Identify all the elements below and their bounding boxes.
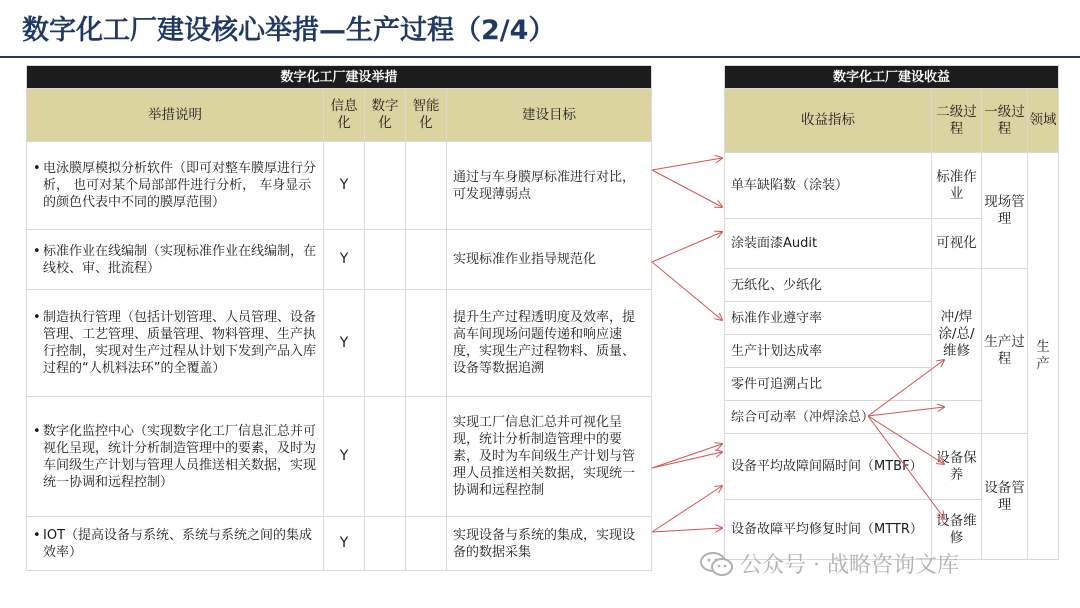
smart-flag: [406, 142, 447, 230]
chat-icon: [700, 551, 734, 577]
indicator-cell: 单车缺陷数（涂装）: [725, 153, 932, 219]
header-info: 信息化: [324, 89, 365, 142]
level1-cell: 设备管理: [982, 434, 1028, 560]
header-digital: 数字化: [365, 89, 406, 142]
header-domain: 领域: [1028, 89, 1059, 153]
info-flag: Y: [324, 142, 365, 230]
digital-flag: [365, 517, 406, 571]
arrow: [652, 452, 722, 468]
digital-flag: [365, 230, 406, 290]
goal-text: 实现工厂信息汇总并可视化呈现，统计分析制造管理中的要素，及时为车间级生产计划与管理人员推送相关数据，实现统一协调和远程控制: [447, 397, 652, 517]
info-flag: Y: [324, 290, 365, 397]
header-smart: 智能化: [406, 89, 447, 142]
arrow: [652, 262, 722, 320]
indicator-cell: 设备故障平均修复时间（MTTR）: [725, 500, 932, 560]
domain-cell: 生产: [1028, 153, 1059, 560]
smart-flag: [406, 290, 447, 397]
indicator-cell: 生产计划达成率: [725, 335, 932, 368]
level2-cell: 设备维修: [932, 500, 982, 560]
measure-text: 制造执行管理（包括计划管理、人员管理、设备管理、工艺管理、质量管理、物料管理、生产执行控制，实现对生产过程从计划下发到产品入库过程的“人机料法环”的全覆盖）: [43, 310, 317, 376]
page-title: 数字化工厂建设核心举措—生产过程（2/4）: [22, 15, 556, 46]
benefits-table-caption: 数字化工厂建设收益: [725, 66, 1059, 89]
table-row: • IOT（提高设备与系统、系统与系统之间的集成效率） Y 实现设备与系统的集成，实现设备的数据采集: [27, 517, 652, 571]
smart-flag: [406, 517, 447, 571]
measure-text: 标准作业在线编制（实现标准作业在线编制，在线校、审、批流程）: [43, 243, 317, 276]
table-row: • 制造执行管理（包括计划管理、人员管理、设备管理、工艺管理、质量管理、物料管理、生产执行控制，实现对生产过程从计划下发到产品入库过程的“人机料法环”的全覆盖） Y 提升生产过程透明度及效率，提高车间现场问题传递和响应速度，实现生产过程物料、质量、设备等数据追溯: [27, 290, 652, 397]
goal-text: 提升生产过程透明度及效率，提高车间现场问题传递和响应速度，实现生产过程物料、质量、设备等数据追溯: [447, 290, 652, 397]
indicator-cell: 标准作业遵守率: [725, 302, 932, 335]
level1-cell: 现场管理: [982, 153, 1028, 269]
level2-cell: 标准作业: [932, 153, 982, 219]
measure-text: 数字化监控中心（实现数字化工厂信息汇总并可视化呈现，统计分析制造管理中的要素，及时为车间级生产计划与管理人员推送相关数据，实现统一协调和远程控制）: [43, 423, 317, 490]
watermark-text: 公众号 · 战略咨询文库: [740, 553, 959, 578]
arrow: [652, 486, 722, 532]
measures-table-caption: 数字化工厂建设举措: [27, 66, 652, 89]
arrow: [652, 444, 722, 468]
info-flag: Y: [324, 397, 365, 517]
info-flag: Y: [324, 517, 365, 571]
indicator-cell: 设备平均故障间隔时间（MTBF）: [725, 434, 932, 500]
indicator-cell: 涂装面漆Audit: [725, 219, 932, 269]
info-flag: Y: [324, 230, 365, 290]
measure-text: IOT（提高设备与系统、系统与系统之间的集成效率）: [43, 527, 313, 560]
goal-text: 实现设备与系统的集成，实现设备的数据采集: [447, 517, 652, 571]
measure-text: 电泳膜厚模拟分析软件（即可对整车膜厚进行分析， 也可对某个局部部件进行分析， 车身显示的颜色代表中不同的膜厚范围）: [43, 161, 317, 210]
title-divider: [0, 56, 1080, 58]
level2-cell: 可视化: [932, 219, 982, 269]
header-measure: 举措说明: [27, 89, 324, 142]
arrow: [652, 232, 722, 262]
table-row: • 标准作业在线编制（实现标准作业在线编制，在线校、审、批流程） Y 实现标准作业指导规范化: [27, 230, 652, 290]
smart-flag: [406, 397, 447, 517]
indicator-cell: 综合可动率（冲焊涂总）: [725, 401, 932, 434]
header-indicator: 收益指标: [725, 89, 932, 153]
digital-flag: [365, 290, 406, 397]
header-level2: 二级过程: [932, 89, 982, 153]
level2-cell: 设备保养: [932, 434, 982, 500]
arrow: [652, 170, 722, 207]
goal-text: 通过与车身膜厚标准进行对比，可发现薄弱点: [447, 142, 652, 230]
digital-flag: [365, 397, 406, 517]
table-row: • 数字化监控中心（实现数字化工厂信息汇总并可视化呈现，统计分析制造管理中的要素，及时为车间级生产计划与管理人员推送相关数据，实现统一协调和远程控制） Y 实现工厂信息汇总并可视化呈现，统计分析制造管理中的要素，及时为车间级生产计划与管理人员推送相关数据，实现统一协调和远程控制: [27, 397, 652, 517]
digital-flag: [365, 142, 406, 230]
level2-cell: 冲/焊涂/总/维修: [932, 269, 982, 401]
arrow: [652, 158, 722, 170]
level1-cell: 生产过程: [982, 269, 1028, 434]
watermark: [700, 548, 959, 579]
arrow: [652, 528, 722, 532]
indicator-cell: 零件可追溯占比: [725, 368, 932, 401]
goal-text: 实现标准作业指导规范化: [447, 230, 652, 290]
indicator-cell: 无纸化、少纸化: [725, 269, 932, 302]
header-goal: 建设目标: [447, 89, 652, 142]
smart-flag: [406, 230, 447, 290]
measures-table: [26, 65, 652, 571]
table-row: • 电泳膜厚模拟分析软件（即可对整车膜厚进行分析， 也可对某个局部部件进行分析， 车身显示的颜色代表中不同的膜厚范围） Y 通过与车身膜厚标准进行对比，可发现薄弱点: [27, 142, 652, 230]
benefits-table: [724, 65, 1059, 560]
header-level1: 一级过程: [982, 89, 1028, 153]
level2-cell: [932, 401, 982, 434]
